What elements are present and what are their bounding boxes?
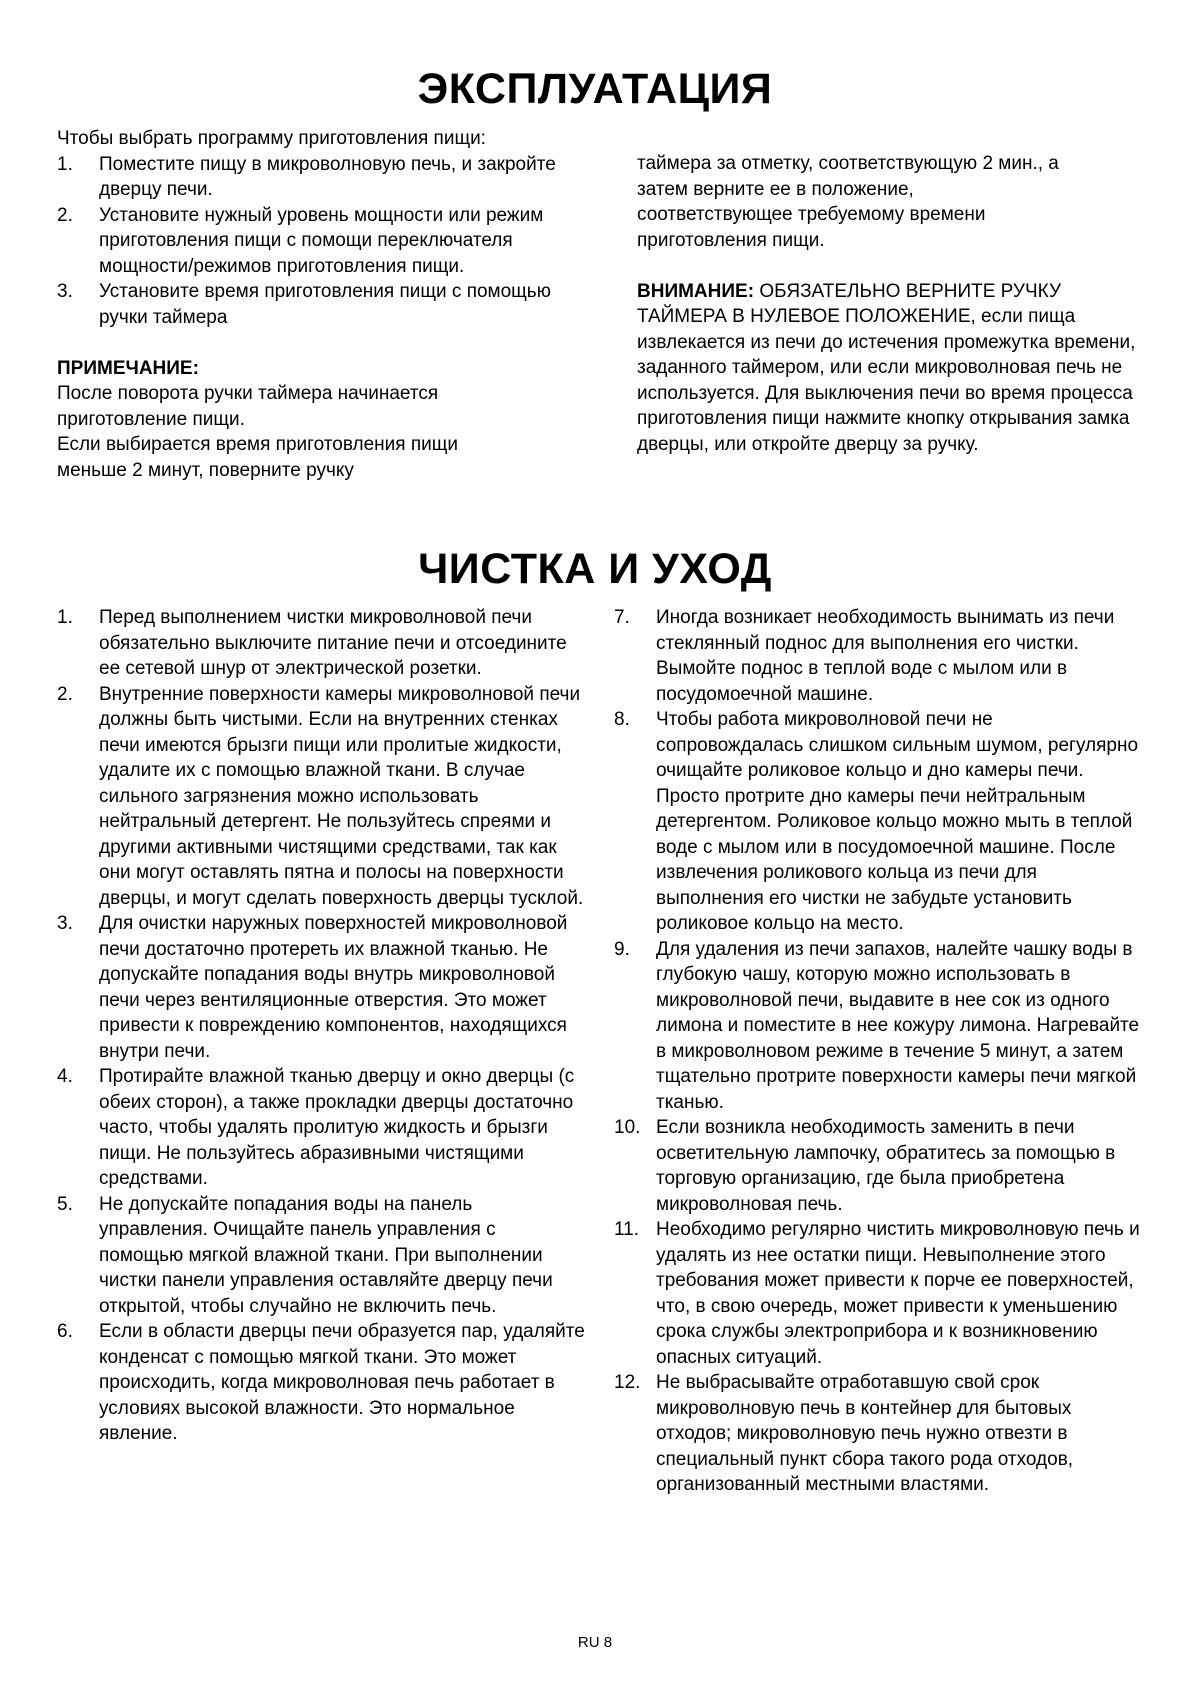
operation-left-column — [57, 126, 592, 483]
warning-label: ВНИМАНИЕ: — [637, 280, 755, 302]
list-item: 9. Для удаления из печи запахов, налейте чашку воды в глубокую чашу, которую можно использовать в микроволновой печи, выдавите в нее сок из одного лимона и поместите в нее кожуру лимона. Нагревайте в микроволновом режиме в течение 5 минут, а затем тщательно протрите поверхности камеры печи мягкой тканью. — [614, 938, 1140, 1113]
note-text-2: Если выбирается время приготовления пищи меньше 2 минут, поверните ручку — [57, 434, 458, 481]
note-continuation: таймера за отметку, соответствующую 2 мин., а затем верните ее в положение, соответствующее требуемому времени приготовления пищи. — [637, 153, 1059, 251]
cleaning-left-column — [57, 605, 585, 1447]
list-item: 4. Протирайте влажной тканью дверцу и окно дверцы (с обеих сторон), а также прокладки дверцы достаточно часто, чтобы удалять пролитую жидкость и брызги пищи. Не пользуйтесь абразивными чистящими средствами. — [57, 1066, 575, 1189]
list-item: 5. Не допускайте попадания воды на панель управления. Очищайте панель управления с помощью мягкой влажной ткани. При выполнении чистки панели управления оставляйте дверцу печи открытой, чтобы случайно не включить печь. — [57, 1193, 553, 1317]
list-item: 1. Перед выполнением чистки микроволновой печи обязательно выключите питание печи и отсоедините ее сетевой шнур от электрической розетки. — [57, 607, 567, 679]
list-item: 1. Поместите пищу в микроволновую печь, и закройте дверцу печи. — [57, 153, 556, 200]
list-item: 11. Необходимо регулярно чистить микроволновую печь и удалять из нее остатки пищи. Невыполнение этого требования может привести к порче ее поверхностей, что, в свою очередь, может привести к уменьшению срока службы электроприбора и к возникновению опасных ситуаций. — [614, 1219, 1140, 1368]
page-number: RU 8 — [577, 1634, 613, 1651]
list-item: 8. Чтобы работа микроволновой печи не сопровождалась слишком сильным шумом, регулярно очищайте роликовое кольцо и дно камеры печи. Просто протрите дно камеры печи нейтральным детергентом. Роликовое кольцо можно мыть в теплой воде с мылом или в посудомоечной машине. После извлечения роликового кольца из печи для выполнения его чистки не забудьте установить роликовое кольцо на место. — [614, 709, 1139, 934]
list-item: 6. Если в области дверцы печи образуется пар, удаляйте конденсат с помощью мягкой ткани. Это может происходить, когда микроволновая печь работает в условиях высокой влажности. Это нормальное явление. — [57, 1321, 585, 1444]
list-item: 12. Не выбрасывайте отработавшую свой срок микроволновую печь в контейнер для бытовых отходов; микроволновую печь нужно отвезти в специальный пункт сбора такого рода отходов, организованный местными властями. — [614, 1372, 1074, 1495]
cleaning-list-left — [57, 605, 585, 1447]
note-heading: ПРИМЕЧАНИЕ: — [57, 357, 199, 379]
operation-steps — [57, 152, 592, 331]
cleaning-list-right — [614, 605, 1144, 1498]
warning-paragraph — [637, 279, 1137, 458]
list-item: 10. Если возникла необходимость заменить в печи осветительную лампочку, обратитесь за помощью в торговую организацию, где была приобретена микроволновая печь. — [614, 1117, 1116, 1215]
list-item: 3. Для очистки наружных поверхностей микроволновой печи достаточно протереть их влажной тканью. Не допускайте попадания воды внутрь микроволновой печи через вентиляционные отверстия. Это может привести к повреждению компонентов, находящихся внутри печи. — [57, 913, 568, 1062]
warning-text: ОБЯЗАТЕЛЬНО ВЕРНИТЕ РУЧКУ ТАЙМЕРА В НУЛЕВОЕ ПОЛОЖЕНИЕ, если пища извлекается из печи до истечения промежутка времени, заданного таймером, или если микроволновая печь не используется. Для выключения печи во время процесса приготовления пищи нажмите кнопку открывания замка дверцы, или откройте дверцу за ручку. — [637, 280, 1136, 455]
list-item: 2. Внутренние поверхности камеры микроволновой печи должны быть чистыми. Если на внутренних стенках печи имеются брызги пищи или пролитые жидкости, удалите их с помощью влажной ткани. В случае сильного загрязнения можно использовать нейтральный детергент. Не пользуйтесь спреями и другими активными чистящими средствами, так как они могут оставлять пятна и полосы на поверхности дверцы, и могут сделать поверхность дверцы тусклой. — [57, 683, 584, 909]
section-title-cleaning: ЧИСТКА И УХОД — [418, 545, 772, 593]
list-item: 2. Установите нужный уровень мощности или режим приготовления пищи с помощи переключателя мощности/режимов приготовления пищи. — [57, 204, 544, 277]
section-title-operation: ЭКСПЛУАТАЦИЯ — [417, 65, 773, 113]
operation-right-column — [637, 151, 1137, 457]
operation-intro: Чтобы выбрать программу приготовления пищи: — [57, 128, 486, 149]
note-text: После поворота ручки таймера начинается приготовление пищи. — [57, 383, 439, 430]
list-item: 7. Иногда возникает необходимость вынимать из печи стеклянный поднос для выполнения его чистки. Вымойте поднос в теплой воде с мылом или в посудомоечной машине. — [614, 607, 1115, 705]
list-item: 3. Установите время приготовления пищи с помощью ручки таймера — [57, 281, 551, 328]
cleaning-right-column — [614, 605, 1144, 1498]
